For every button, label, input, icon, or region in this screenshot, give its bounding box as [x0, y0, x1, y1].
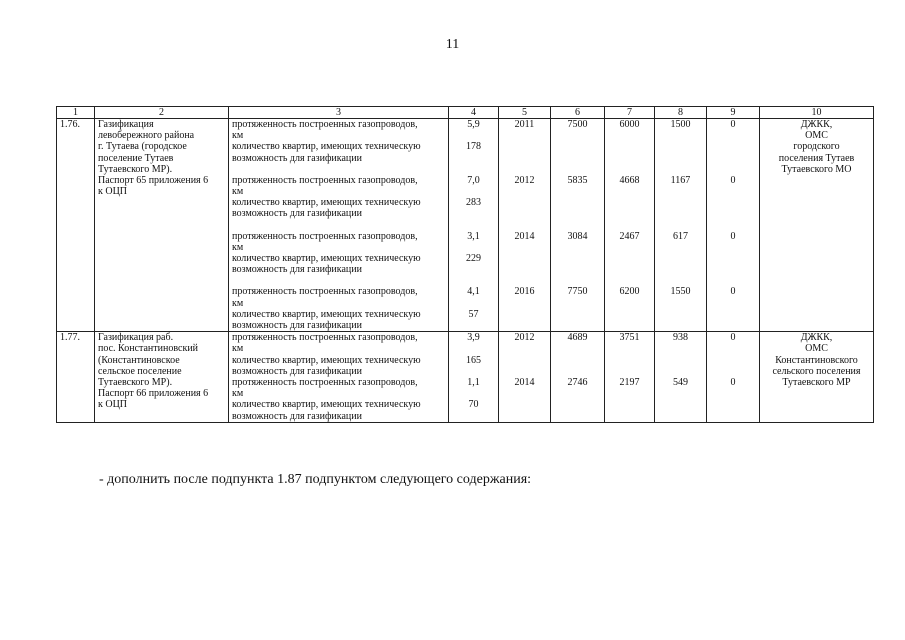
executor-line: городского [793, 141, 840, 153]
spacer [710, 399, 756, 421]
table-row [57, 119, 874, 332]
block-gap [710, 275, 756, 286]
spacer [554, 197, 601, 219]
spacer [502, 253, 547, 275]
header-cell: 6 [551, 107, 605, 119]
spacer [658, 399, 703, 421]
item-number: 1.77. [60, 332, 80, 344]
value-block [502, 231, 547, 287]
value-block [710, 119, 756, 175]
block-gap [502, 220, 547, 231]
item-name-line: Паспорт 65 приложения 6 [98, 175, 209, 187]
indicator-flats-text [232, 141, 445, 163]
length-value: 7,0 [467, 174, 480, 186]
indicator-line: протяженность построенных газопроводов, [232, 174, 418, 186]
program-table [56, 106, 874, 423]
item-name-cell [95, 332, 229, 423]
indicator-length-text [232, 119, 445, 141]
indicator-line: возможность для газификации [232, 319, 362, 331]
spacer [554, 253, 601, 275]
spacer [710, 355, 756, 377]
item-name-cell [95, 119, 229, 332]
c9-value: 0 [730, 174, 736, 186]
indicator-line: км [232, 388, 244, 400]
funding-col9-cell [707, 119, 760, 332]
indicator-cell [229, 119, 449, 332]
item-name-line: Паспорт 66 приложения 6 [98, 388, 209, 400]
value-block [554, 119, 601, 175]
indicator-line: количество квартир, имеющих техническую [232, 399, 421, 411]
spacer [502, 309, 547, 331]
year-value: 2012 [514, 332, 535, 344]
spacer [608, 253, 651, 275]
spacer [658, 355, 703, 377]
length-value: 3,1 [467, 230, 480, 242]
indicator-line: км [232, 130, 244, 142]
spacer [658, 197, 703, 219]
block-gap [232, 275, 445, 286]
block-gap [608, 275, 651, 286]
indicator-line: км [232, 185, 244, 197]
funding-col8-cell [655, 119, 707, 332]
indicator-line: возможность для газификации [232, 152, 362, 164]
total-value: 7500 [567, 119, 588, 130]
spacer [502, 399, 547, 421]
spacer [608, 141, 651, 163]
c7-value: 6200 [619, 286, 640, 298]
year-value: 2012 [514, 174, 535, 186]
header-cell: 5 [499, 107, 551, 119]
table-row [57, 332, 874, 423]
value-block [608, 286, 651, 331]
executor-line: ДЖКК, [800, 332, 833, 344]
spacer [554, 141, 601, 163]
executor-line: Тутаевского МО [781, 163, 852, 175]
indicator-length-text [232, 377, 445, 399]
spacer [554, 309, 601, 331]
executor-line: Константиновского [775, 354, 858, 366]
spacer [658, 253, 703, 275]
spacer [608, 399, 651, 421]
year-value: 2014 [514, 376, 535, 388]
executor-line: ДЖКК, [800, 119, 833, 130]
value-block [554, 175, 601, 231]
item-name-line: поселение Тутаев [98, 152, 174, 164]
c8-value: 1167 [670, 174, 691, 186]
value-block [452, 119, 495, 175]
total-value: 7750 [567, 286, 588, 298]
indicator-cell [229, 332, 449, 423]
total-value: 4689 [567, 332, 588, 344]
spacer [710, 197, 756, 219]
item-name-line: Тутаевского МР). [98, 376, 173, 388]
indicator-line: протяженность построенных газопроводов, [232, 230, 418, 242]
value-block [502, 175, 547, 231]
indicator-line: количество квартир, имеющих техническую [232, 141, 421, 153]
c9-value: 0 [730, 376, 736, 388]
indicator-line: км [232, 343, 244, 355]
header-cell: 1 [57, 107, 95, 119]
c9-value: 0 [730, 230, 736, 242]
value-block [658, 332, 703, 377]
value-block [452, 286, 495, 331]
value-block [658, 175, 703, 231]
value-block [710, 231, 756, 287]
indicator-line: протяженность построенных газопроводов, [232, 119, 418, 130]
item-name-line: к ОЦП [98, 399, 128, 411]
block-gap [502, 275, 547, 286]
spacer [608, 197, 651, 219]
indicator-length-text [232, 175, 445, 197]
funding-col7-cell [605, 119, 655, 332]
c9-value: 0 [730, 286, 736, 298]
block-gap [710, 164, 756, 175]
indicator-line: протяженность построенных газопроводов, [232, 332, 418, 344]
item-name-line: к ОЦП [98, 186, 128, 198]
block-gap [232, 220, 445, 231]
indicator-length-text [232, 231, 445, 253]
flats-value: 283 [466, 197, 481, 209]
value-block [554, 332, 601, 377]
indicator-line: количество квартир, имеющих техническую [232, 354, 421, 366]
funding-col7-cell [605, 332, 655, 423]
value-block [658, 286, 703, 331]
value-block [554, 231, 601, 287]
value-block [502, 119, 547, 175]
c7-value: 4668 [619, 174, 640, 186]
amendment-note: - дополнить после подпункта 1.87 подпунктом следующего содержания: [99, 472, 532, 487]
value-block [710, 175, 756, 231]
c9-value: 0 [730, 332, 736, 344]
indicator-line: протяженность построенных газопроводов, [232, 376, 418, 388]
length-value: 1,1 [467, 376, 480, 388]
c7-value: 3751 [619, 332, 640, 344]
c8-value: 1500 [670, 119, 691, 130]
block-gap [452, 275, 495, 286]
header-cell: 2 [95, 107, 229, 119]
value-block [502, 377, 547, 422]
value-block [502, 286, 547, 331]
value-block [658, 231, 703, 287]
executor-cell [760, 119, 874, 332]
header-row [57, 107, 874, 119]
executor-line: ОМС [805, 130, 828, 142]
year-value: 2014 [514, 230, 535, 242]
header-cell: 8 [655, 107, 707, 119]
indicator-length-text [232, 286, 445, 308]
funding-col9-cell [707, 332, 760, 423]
spacer [502, 355, 547, 377]
item-name-line: (Константиновское [98, 354, 180, 366]
indicator-line: возможность для газификации [232, 264, 362, 276]
block-gap [658, 275, 703, 286]
block-gap [608, 220, 651, 231]
indicator-block [232, 332, 445, 377]
spacer [502, 197, 547, 219]
value-block [452, 231, 495, 287]
indicator-line: возможность для газификации [232, 365, 362, 377]
value-block [710, 332, 756, 377]
indicator-flats-text [232, 399, 445, 421]
total-cell [551, 332, 605, 423]
block-gap [502, 164, 547, 175]
executor-line: поселения Тутаев [778, 152, 855, 164]
block-gap [232, 164, 445, 175]
total-value: 3084 [567, 230, 588, 242]
spacer [608, 355, 651, 377]
block-gap [554, 275, 601, 286]
item-name-line: пос. Константиновский [98, 343, 199, 355]
indicator-block [232, 119, 445, 175]
c8-value: 1550 [670, 286, 691, 298]
value-block [608, 119, 651, 175]
value-block [608, 231, 651, 287]
funding-col8-cell [655, 332, 707, 423]
length-value: 4,1 [467, 286, 480, 298]
value-block [554, 286, 601, 331]
value-block [452, 175, 495, 231]
indicator-line: количество квартир, имеющих техническую [232, 308, 421, 320]
indicator-block [232, 286, 445, 331]
indicator-line: возможность для газификации [232, 410, 362, 422]
indicator-value-cell [449, 119, 499, 332]
block-gap [658, 220, 703, 231]
item-number-cell [57, 332, 95, 423]
block-gap [554, 220, 601, 231]
flats-value: 229 [466, 252, 481, 264]
c7-value: 2197 [619, 376, 640, 388]
header-cell: 4 [449, 107, 499, 119]
item-name-line: левобережного района [98, 130, 195, 142]
indicator-block [232, 175, 445, 231]
spacer [710, 309, 756, 331]
year-cell [499, 332, 551, 423]
c8-value: 617 [673, 230, 688, 242]
spacer [710, 141, 756, 163]
length-value: 5,9 [467, 119, 480, 130]
item-name-line: г. Тутаева (городское [98, 141, 187, 153]
spacer [658, 309, 703, 331]
total-value: 5835 [567, 174, 588, 186]
spacer [554, 355, 601, 377]
item-number: 1.76. [60, 119, 80, 130]
indicator-flats-text [232, 355, 445, 377]
value-block [502, 332, 547, 377]
value-block [608, 332, 651, 377]
c7-value: 6000 [619, 119, 640, 130]
block-gap [608, 164, 651, 175]
block-gap [554, 164, 601, 175]
value-block [658, 119, 703, 175]
spacer [658, 141, 703, 163]
header-cell: 9 [707, 107, 760, 119]
c9-value: 0 [730, 119, 736, 130]
flats-value: 70 [468, 399, 479, 411]
indicator-flats-text [232, 197, 445, 219]
block-gap [710, 220, 756, 231]
header-cell: 7 [605, 107, 655, 119]
indicator-line: протяженность построенных газопроводов, [232, 286, 418, 298]
value-block [608, 175, 651, 231]
value-block [452, 377, 495, 422]
value-block [710, 377, 756, 422]
c7-value: 2467 [619, 230, 640, 242]
executor-line: сельского поселения [772, 365, 861, 377]
flats-value: 165 [466, 354, 481, 366]
spacer [502, 141, 547, 163]
indicator-flats-text [232, 309, 445, 331]
c8-value: 549 [673, 376, 688, 388]
spacer [554, 399, 601, 421]
year-value: 2016 [514, 286, 535, 298]
item-number-cell [57, 119, 95, 332]
value-block [710, 286, 756, 331]
header-cell: 10 [760, 107, 874, 119]
indicator-line: количество квартир, имеющих техническую [232, 252, 421, 264]
flats-value: 57 [468, 308, 479, 320]
length-value: 3,9 [467, 332, 480, 344]
c8-value: 938 [673, 332, 688, 344]
executor-cell [760, 332, 874, 423]
header-cell: 3 [229, 107, 449, 119]
spacer [608, 309, 651, 331]
year-cell [499, 119, 551, 332]
page-number: 11 [445, 37, 460, 52]
indicator-length-text [232, 332, 445, 354]
indicator-block [232, 377, 445, 422]
value-block [658, 377, 703, 422]
item-name-line: Тутаевского МР). [98, 163, 173, 175]
executor-line: Тутаевского МР [782, 376, 851, 388]
spacer [710, 253, 756, 275]
block-gap [452, 164, 495, 175]
item-name-line: Газификация раб. [98, 332, 174, 344]
year-value: 2011 [514, 119, 535, 130]
value-block [608, 377, 651, 422]
indicator-line: возможность для газификации [232, 208, 362, 220]
flats-value: 178 [466, 141, 481, 153]
indicator-line: количество квартир, имеющих техническую [232, 197, 421, 209]
indicator-flats-text [232, 253, 445, 275]
executor-line: ОМС [805, 343, 828, 355]
indicator-line: км [232, 241, 244, 253]
total-value: 2746 [567, 376, 588, 388]
indicator-value-cell [449, 332, 499, 423]
block-gap [658, 164, 703, 175]
item-name-line: сельское поселение [98, 365, 182, 377]
value-block [452, 332, 495, 377]
indicator-block [232, 231, 445, 287]
total-cell [551, 119, 605, 332]
item-name-line: Газификация [98, 119, 154, 130]
value-block [554, 377, 601, 422]
block-gap [452, 220, 495, 231]
indicator-line: км [232, 297, 244, 309]
